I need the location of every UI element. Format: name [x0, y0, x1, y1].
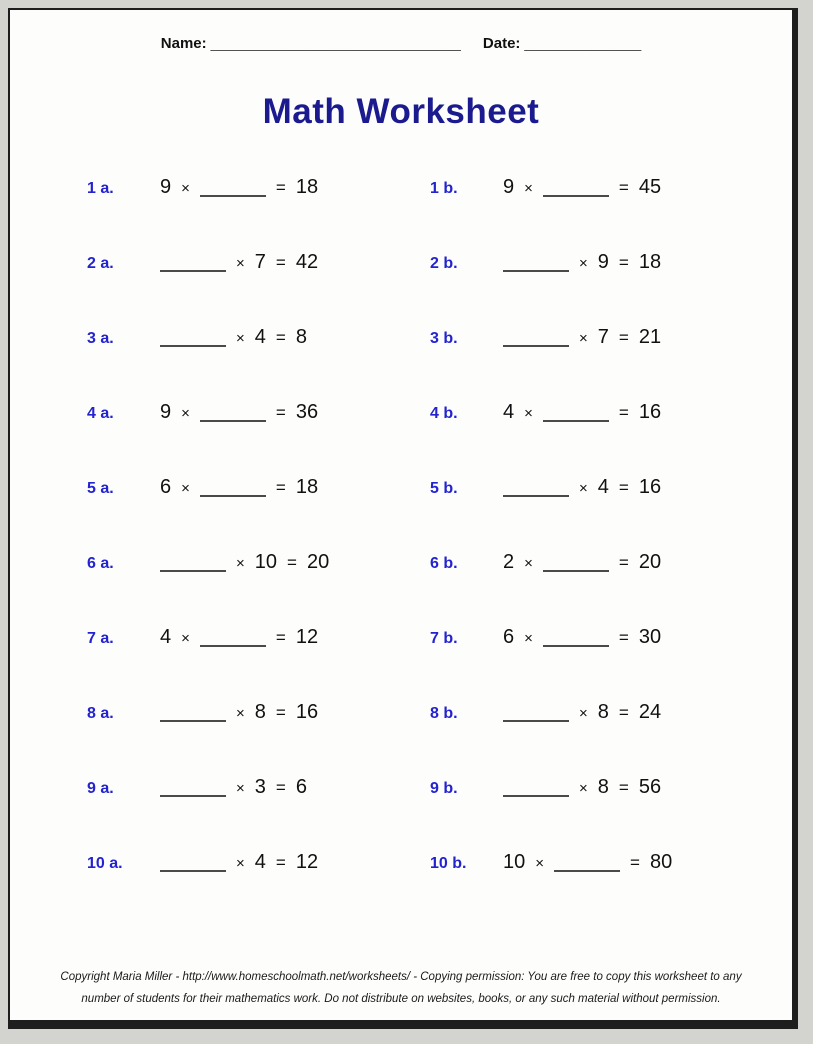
- factor-value: 4: [160, 626, 172, 648]
- product-value: 12: [295, 626, 319, 648]
- factor-value: 8: [597, 776, 609, 798]
- problem: [430, 626, 792, 701]
- problem-label: 3 b.: [430, 330, 458, 347]
- problem-expression: [160, 251, 318, 274]
- problem-expression: [503, 776, 661, 799]
- times-sign: ×: [579, 780, 588, 797]
- problem: [430, 851, 792, 926]
- name-date-row: [10, 35, 792, 52]
- answer-blank-line: [503, 270, 569, 272]
- problem-expression: [160, 626, 318, 649]
- factor-value: 2: [503, 551, 515, 573]
- equals-sign: =: [275, 703, 286, 722]
- factor-value: 6: [503, 626, 515, 648]
- answer-blank-line: [543, 420, 609, 422]
- answer-blank-line: [160, 270, 226, 272]
- equals-sign: =: [275, 328, 286, 347]
- equals-sign: =: [618, 703, 629, 722]
- problem-expression: [503, 551, 661, 574]
- answer-blank-line: [503, 495, 569, 497]
- answer-blank-line: [160, 870, 226, 872]
- factor-value: 7: [254, 251, 266, 273]
- factor-value: 10: [503, 851, 526, 873]
- factor-value: 10: [254, 551, 278, 573]
- date-label: Date:: [482, 35, 521, 52]
- times-sign: ×: [579, 330, 588, 347]
- problem: [87, 626, 430, 701]
- equals-sign: =: [630, 853, 640, 872]
- problem: [87, 776, 430, 851]
- times-sign: ×: [181, 480, 190, 497]
- problem: [430, 551, 792, 626]
- equals-sign: =: [618, 478, 629, 497]
- times-sign: ×: [236, 255, 245, 272]
- answer-blank-line: [503, 720, 569, 722]
- equals-sign: =: [275, 478, 286, 497]
- problem-expression: [160, 701, 318, 724]
- factor-value: 8: [597, 701, 609, 723]
- problem-label: 4 a.: [87, 405, 114, 422]
- problem-expression: [503, 176, 661, 199]
- times-sign: ×: [181, 180, 190, 197]
- problem-expression: [160, 551, 329, 574]
- factor-value: 9: [160, 401, 172, 423]
- product-value: 18: [295, 176, 319, 198]
- name-label: Name:: [160, 35, 207, 52]
- product-value: 6: [295, 776, 307, 798]
- equals-sign: =: [618, 253, 629, 272]
- times-sign: ×: [524, 180, 533, 197]
- factor-value: 4: [503, 401, 515, 423]
- answer-blank-line: [160, 795, 226, 797]
- problem: [430, 701, 792, 776]
- problems-grid: [87, 176, 792, 926]
- date-blank-line: ______________: [524, 35, 642, 52]
- product-value: 16: [638, 476, 662, 498]
- answer-blank-line: [160, 570, 226, 572]
- product-value: 42: [295, 251, 319, 273]
- times-sign: ×: [524, 630, 533, 647]
- page-title: Math Worksheet: [262, 92, 540, 131]
- equals-sign: =: [275, 403, 286, 422]
- answer-blank-line: [503, 795, 569, 797]
- times-sign: ×: [579, 255, 588, 272]
- copyright-line-1: Copyright Maria Miller - http://www.homeschoolmath.net/worksheets/ - Copying permission: You are free to copy this worksheet to any: [60, 971, 742, 983]
- times-sign: ×: [579, 705, 588, 722]
- problem-expression: [160, 401, 318, 424]
- factor-value: 3: [254, 776, 266, 798]
- factor-value: 9: [597, 251, 609, 273]
- answer-blank-line: [160, 720, 226, 722]
- answer-blank-line: [503, 345, 569, 347]
- problem-label: 2 a.: [87, 255, 114, 272]
- equals-sign: =: [275, 778, 286, 797]
- product-value: 56: [638, 776, 662, 798]
- problem-label: 2 b.: [430, 255, 458, 272]
- problem-expression: [503, 401, 661, 424]
- equals-sign: =: [287, 553, 297, 572]
- times-sign: ×: [524, 555, 533, 572]
- problem: [87, 851, 430, 926]
- equals-sign: =: [618, 328, 629, 347]
- problem-label: 7 b.: [430, 630, 458, 647]
- times-sign: ×: [579, 480, 588, 497]
- problem-expression: [160, 176, 318, 199]
- equals-sign: =: [275, 628, 286, 647]
- problem-expression: [503, 701, 661, 724]
- product-value: 16: [638, 401, 662, 423]
- problem: [430, 776, 792, 851]
- problem-label: 5 b.: [430, 480, 458, 497]
- name-field-group: [161, 35, 461, 52]
- times-sign: ×: [236, 555, 245, 572]
- problem-label: 6 a.: [87, 555, 114, 572]
- problem-label: 5 a.: [87, 480, 114, 497]
- product-value: 8: [295, 326, 307, 348]
- times-sign: ×: [181, 630, 190, 647]
- product-value: 20: [638, 551, 662, 573]
- factor-value: 8: [254, 701, 266, 723]
- problem: [430, 476, 792, 551]
- equals-sign: =: [275, 853, 286, 872]
- product-value: 18: [638, 251, 662, 273]
- problem-expression: [503, 851, 672, 874]
- problem: [87, 326, 430, 401]
- times-sign: ×: [524, 405, 533, 422]
- product-value: 20: [306, 551, 330, 573]
- name-blank-line: ______________________________: [210, 35, 461, 52]
- times-sign: ×: [236, 780, 245, 797]
- factor-value: 7: [597, 326, 609, 348]
- product-value: 12: [295, 851, 319, 873]
- product-value: 16: [295, 701, 319, 723]
- equals-sign: =: [618, 778, 629, 797]
- problem-label: 9 b.: [430, 780, 458, 797]
- answer-blank-line: [543, 195, 609, 197]
- times-sign: ×: [236, 330, 245, 347]
- problem-expression: [160, 851, 318, 874]
- problem: [430, 251, 792, 326]
- factor-value: 6: [160, 476, 172, 498]
- product-value: 80: [649, 851, 673, 873]
- product-value: 36: [295, 401, 319, 423]
- problem-label: 6 b.: [430, 555, 458, 572]
- problem-label: 1 a.: [87, 180, 114, 197]
- problem: [87, 476, 430, 551]
- problem-label: 4 b.: [430, 405, 458, 422]
- equals-sign: =: [618, 628, 629, 647]
- problem: [430, 326, 792, 401]
- problem-expression: [160, 326, 307, 349]
- answer-blank-line: [543, 645, 609, 647]
- problem-label: 8 b.: [430, 705, 458, 722]
- times-sign: ×: [535, 855, 545, 872]
- problem-label: 7 a.: [87, 630, 114, 647]
- answer-blank-line: [200, 195, 266, 197]
- product-value: 18: [295, 476, 319, 498]
- problem: [87, 176, 430, 251]
- copyright-line-2: number of students for their mathematics work. Do not distribute on websites, books, or any such material without permission.: [81, 993, 721, 1005]
- problem-expression: [503, 476, 661, 499]
- problem: [87, 701, 430, 776]
- equals-sign: =: [275, 178, 286, 197]
- factor-value: 9: [503, 176, 515, 198]
- worksheet-page: [8, 8, 798, 1029]
- problem-expression: [503, 251, 661, 274]
- problem-expression: [160, 776, 307, 799]
- equals-sign: =: [618, 178, 629, 197]
- problem-label: 8 a.: [87, 705, 114, 722]
- product-value: 24: [638, 701, 662, 723]
- equals-sign: =: [618, 553, 629, 572]
- answer-blank-line: [200, 495, 266, 497]
- equals-sign: =: [275, 253, 286, 272]
- answer-blank-line: [160, 345, 226, 347]
- problem-label: 3 a.: [87, 330, 114, 347]
- problem: [87, 251, 430, 326]
- date-field-group: [483, 35, 641, 52]
- problem-expression: [503, 626, 661, 649]
- problem: [87, 401, 430, 476]
- factor-value: 4: [254, 326, 266, 348]
- times-sign: ×: [236, 855, 245, 872]
- product-value: 21: [638, 326, 662, 348]
- problem: [430, 401, 792, 476]
- problem-label: 9 a.: [87, 780, 114, 797]
- problem-label: 1 b.: [430, 180, 458, 197]
- times-sign: ×: [236, 705, 245, 722]
- factor-value: 9: [160, 176, 172, 198]
- problem-label: 10 b.: [430, 855, 467, 872]
- times-sign: ×: [181, 405, 190, 422]
- answer-blank-line: [200, 420, 266, 422]
- answer-blank-line: [200, 645, 266, 647]
- answer-blank-line: [543, 570, 609, 572]
- product-value: 45: [638, 176, 662, 198]
- problem-expression: [160, 476, 318, 499]
- problem: [430, 176, 792, 251]
- factor-value: 4: [254, 851, 266, 873]
- copyright-footer: [10, 966, 792, 1010]
- answer-blank-line: [554, 870, 620, 872]
- problem-label: 10 a.: [87, 855, 123, 872]
- problem: [87, 551, 430, 626]
- equals-sign: =: [618, 403, 629, 422]
- problem-expression: [503, 326, 661, 349]
- factor-value: 4: [597, 476, 609, 498]
- product-value: 30: [638, 626, 662, 648]
